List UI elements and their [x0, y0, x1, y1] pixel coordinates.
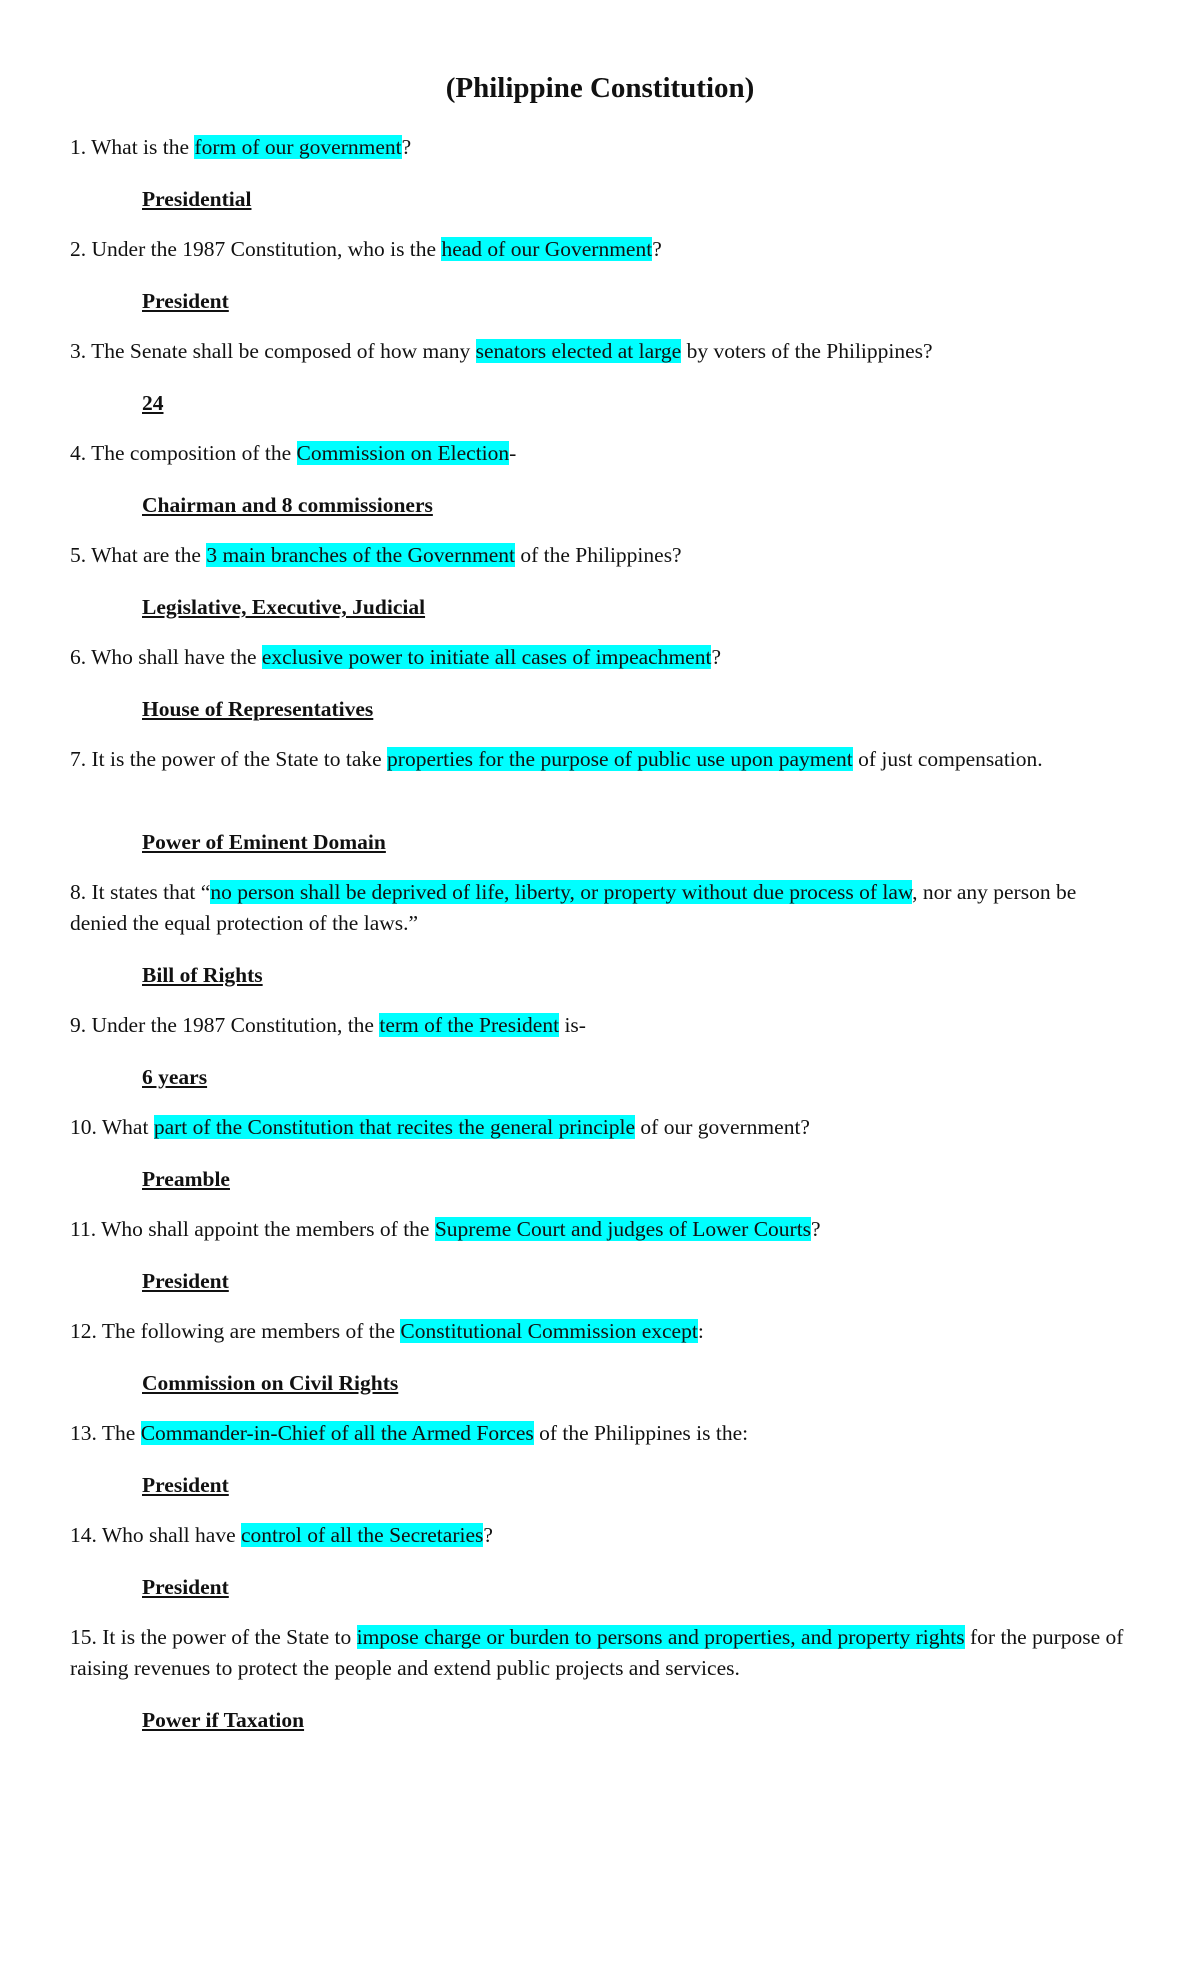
- highlighted-phrase: impose charge or burden to persons and properties, and property rights: [356, 1625, 965, 1649]
- highlighted-phrase: exclusive power to initiate all cases of impeachment: [261, 645, 712, 669]
- question-text: The following are members of the: [101, 1319, 401, 1343]
- question-text-end: is-: [559, 1013, 586, 1037]
- question-3: [70, 336, 1130, 367]
- question-text: It is the power of the State to take: [91, 747, 388, 771]
- answer-3: 24: [142, 391, 164, 415]
- question-text: What: [101, 1115, 154, 1139]
- highlighted-phrase: 3 main branches of the Government: [206, 543, 515, 567]
- question-text: Who shall have the: [91, 645, 262, 669]
- highlighted-phrase: head of our Government: [441, 237, 653, 261]
- question-number: 2.: [70, 237, 87, 261]
- highlighted-phrase: part of the Constitution that recites the general principle: [153, 1115, 636, 1139]
- question-number: 5.: [70, 543, 87, 567]
- question-text-end: of just compensation.: [852, 747, 1043, 771]
- answer-12: Commission on Civil Rights: [142, 1371, 399, 1395]
- question-text-end: ?: [811, 1217, 821, 1241]
- answer-13: President: [142, 1473, 229, 1497]
- question-4: [70, 438, 1130, 469]
- question-6: [70, 642, 1130, 673]
- question-12: [70, 1316, 1130, 1347]
- question-text: The composition of the: [91, 441, 297, 465]
- question-text: Under the 1987 Constitution, the: [91, 1013, 380, 1037]
- question-text: Under the 1987 Constitution, who is the: [91, 237, 442, 261]
- question-8: [70, 877, 1130, 939]
- question-1: [70, 132, 1130, 163]
- question-number: 11.: [70, 1217, 97, 1241]
- answer-7: Power of Eminent Domain: [142, 830, 386, 854]
- question-number: 14.: [70, 1523, 97, 1547]
- question-number: 9.: [70, 1013, 87, 1037]
- answer-14: President: [142, 1575, 229, 1599]
- question-text-end: of the Philippines is the:: [533, 1421, 749, 1445]
- question-text-end: -: [509, 441, 517, 465]
- answer-9: 6 years: [142, 1065, 208, 1089]
- question-9: [70, 1010, 1130, 1041]
- question-7: [70, 744, 1130, 775]
- highlighted-phrase: form of our government: [194, 135, 402, 159]
- question-number: 13.: [70, 1421, 97, 1445]
- question-text-end: , nor any person be denied the equal protection of the laws.”: [70, 880, 1077, 935]
- question-number: 4.: [70, 441, 87, 465]
- question-text: What is the: [91, 135, 195, 159]
- answer-2: President: [142, 289, 229, 313]
- answer-10: Preamble: [142, 1167, 230, 1191]
- question-text-end: ?: [711, 645, 721, 669]
- question-14: [70, 1520, 1130, 1551]
- question-text-end: ?: [401, 135, 412, 159]
- answer-5: Legislative, Executive, Judicial: [142, 595, 426, 619]
- highlighted-phrase: properties for the purpose of public use upon payment: [387, 747, 853, 771]
- question-10: [70, 1112, 1130, 1143]
- question-15: [70, 1622, 1130, 1684]
- question-number: 8.: [70, 880, 87, 904]
- question-text: It states that “: [91, 880, 211, 904]
- question-5: [70, 540, 1130, 571]
- question-text-end: ?: [483, 1523, 493, 1547]
- page-title: (Philippine Constitution): [445, 72, 755, 104]
- question-number: 15.: [70, 1625, 97, 1649]
- highlighted-phrase: Supreme Court and judges of Lower Courts: [434, 1217, 812, 1241]
- question-text-end: for the purpose of raising revenues to protect the people and extend public projects and services.: [70, 1625, 1124, 1680]
- highlighted-phrase: Commission on Election: [296, 441, 510, 465]
- highlighted-phrase: control of all the Secretaries: [241, 1523, 484, 1547]
- question-text: What are the: [91, 543, 207, 567]
- question-number: 6.: [70, 645, 87, 669]
- question-text-end: :: [697, 1319, 704, 1343]
- question-text-end: ?: [652, 237, 662, 261]
- highlighted-phrase: senators elected at large: [475, 339, 682, 363]
- question-number: 10.: [70, 1115, 97, 1139]
- question-number: 7.: [70, 747, 87, 771]
- question-text: The Senate shall be composed of how many: [91, 339, 476, 363]
- question-text: The: [101, 1421, 141, 1445]
- question-number: 12.: [70, 1319, 97, 1343]
- answer-1: Presidential: [142, 187, 252, 211]
- question-text-end: by voters of the Philippines?: [681, 339, 933, 363]
- answer-11: President: [142, 1269, 229, 1293]
- question-2: [70, 234, 1130, 265]
- highlighted-phrase: no person shall be deprived of life, liberty, or property without due process of law: [210, 880, 913, 904]
- highlighted-phrase: Commander-in-Chief of all the Armed Forces: [140, 1421, 534, 1445]
- highlighted-phrase: term of the President: [379, 1013, 560, 1037]
- question-text: It is the power of the State to: [102, 1625, 357, 1649]
- answer-8: Bill of Rights: [142, 963, 263, 987]
- question-number: 3.: [70, 339, 87, 363]
- answer-4: Chairman and 8 commissioners: [142, 493, 433, 517]
- question-13: [70, 1418, 1130, 1449]
- question-text-end: of the Philippines?: [515, 543, 682, 567]
- highlighted-phrase: Constitutional Commission except: [400, 1319, 698, 1343]
- answer-15: Power if Taxation: [142, 1708, 305, 1732]
- question-11: [70, 1214, 1130, 1245]
- question-text: Who shall appoint the members of the: [101, 1217, 435, 1241]
- answer-6: House of Representatives: [142, 697, 374, 721]
- question-number: 1.: [70, 135, 87, 159]
- question-text: Who shall have: [101, 1523, 241, 1547]
- question-text-end: of our government?: [635, 1115, 810, 1139]
